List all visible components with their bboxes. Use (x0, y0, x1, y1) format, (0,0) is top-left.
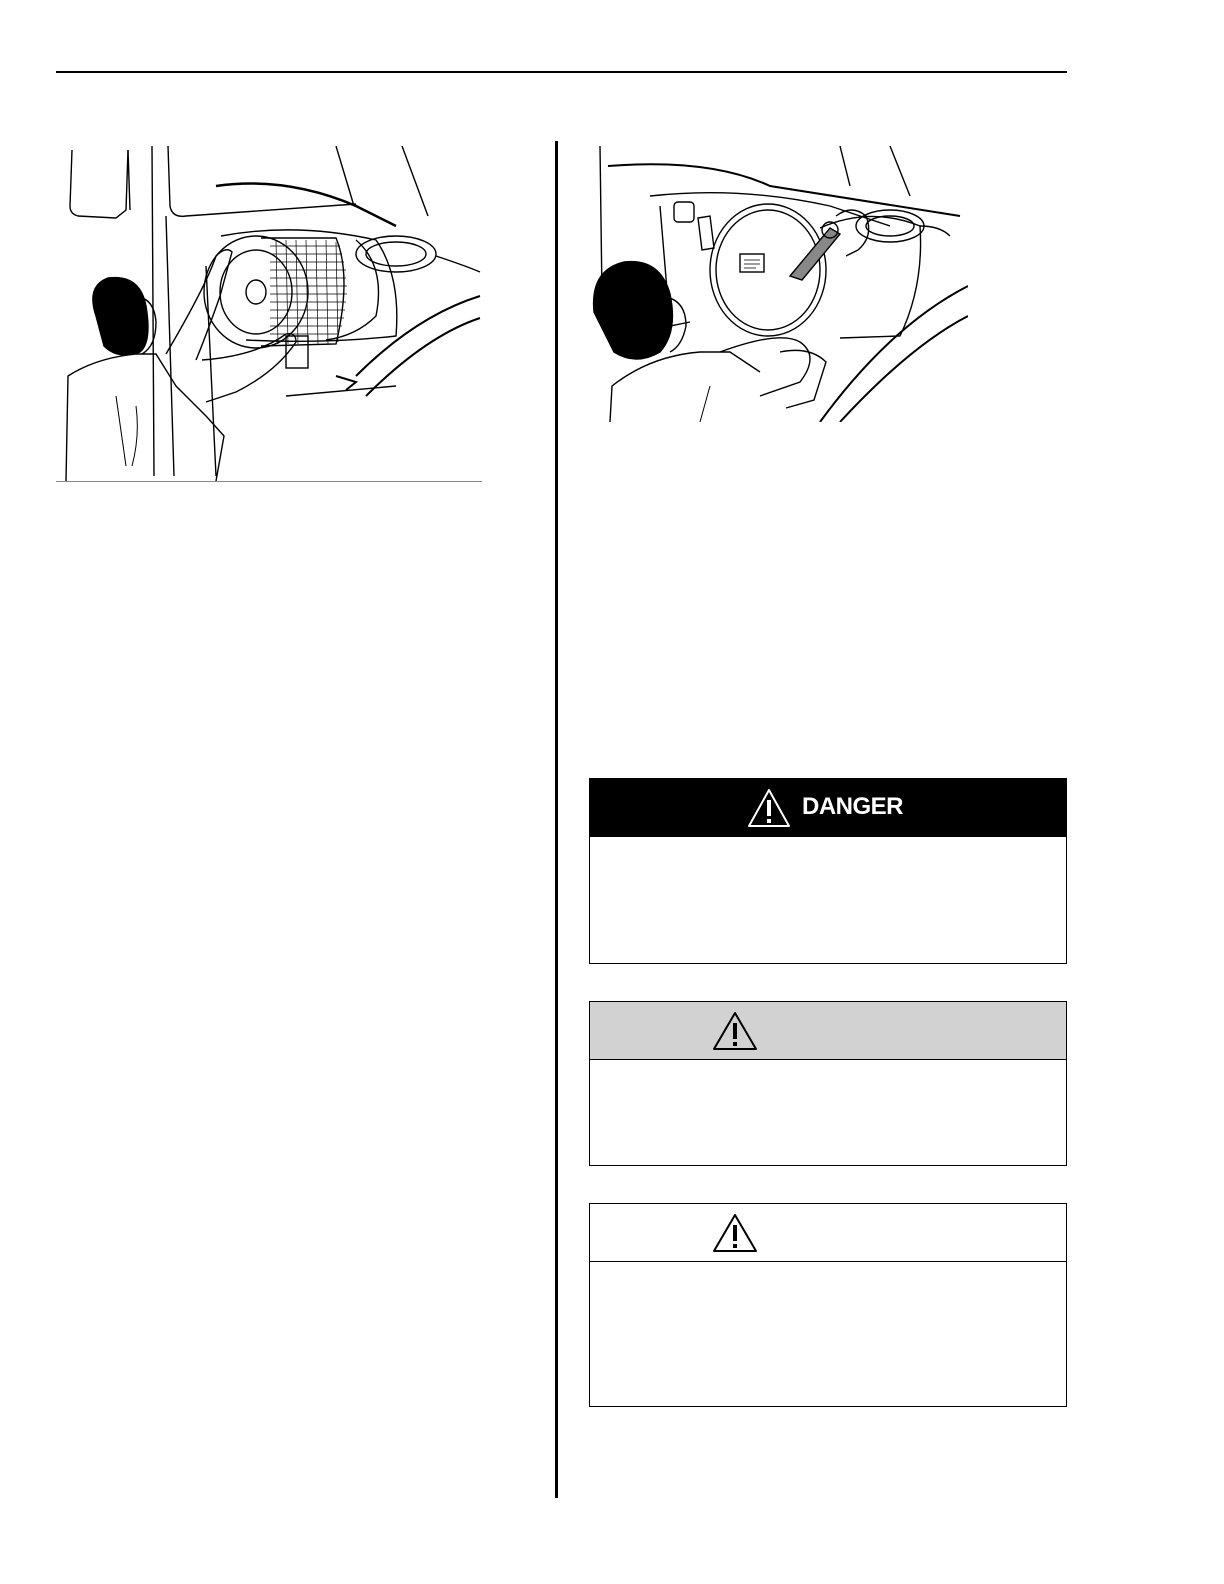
column-divider (555, 141, 558, 1498)
warning-triangle-icon (712, 1011, 758, 1051)
figure-caption-rule (56, 481, 482, 482)
danger-notice (589, 778, 1067, 964)
warning-notice-header (590, 1002, 1066, 1060)
danger-notice-header (590, 779, 1066, 837)
illustration-filter-installation (56, 146, 482, 482)
header-rule (56, 71, 1067, 73)
filter-installation-drawing (56, 146, 482, 481)
danger-signal-word: DANGER (802, 793, 904, 820)
warning-triangle-icon (712, 1213, 758, 1253)
warning-triangle-icon (747, 788, 791, 828)
cover-installation-drawing (590, 146, 968, 422)
caution-notice-header (590, 1204, 1066, 1262)
warning-notice (589, 1001, 1067, 1166)
illustration-cover-installation (590, 146, 968, 422)
caution-notice (589, 1203, 1067, 1407)
